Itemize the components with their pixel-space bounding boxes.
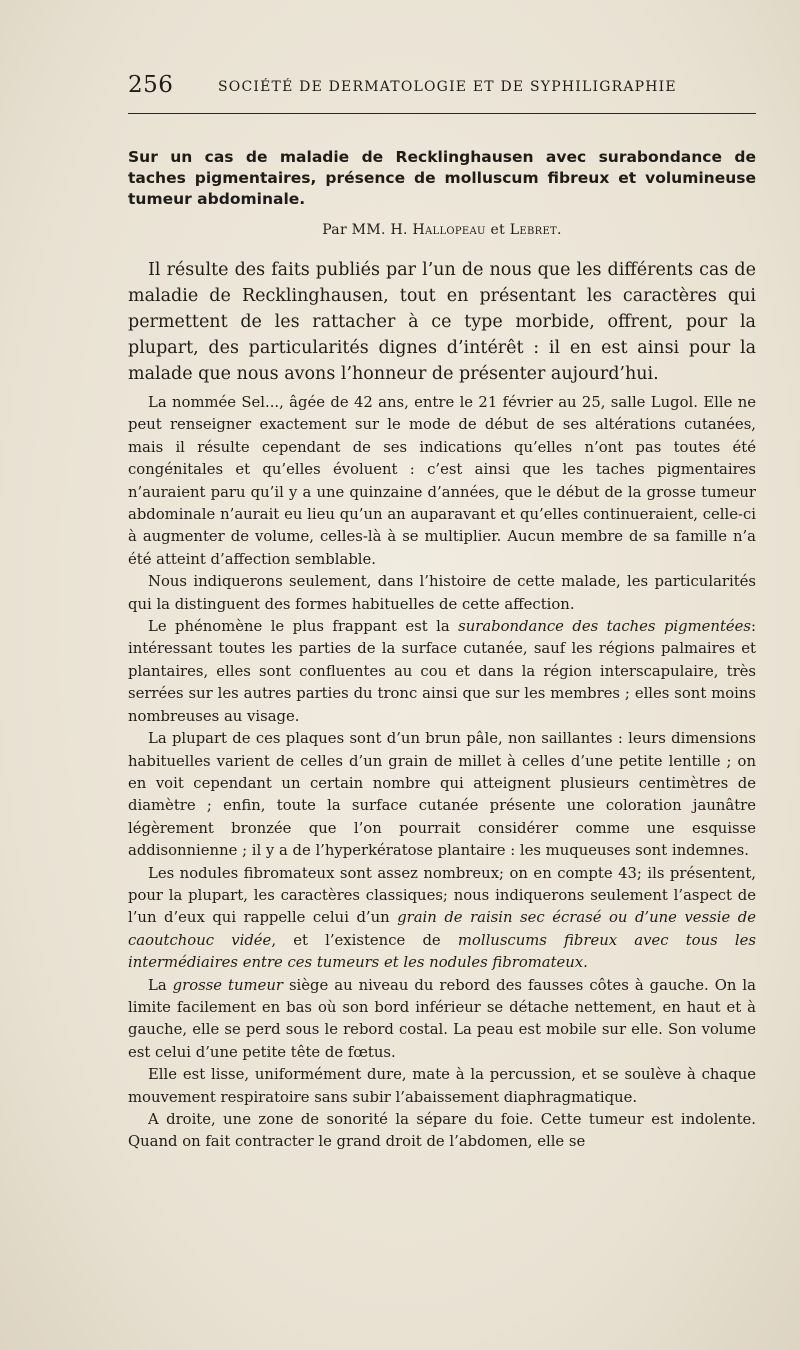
italic-run: molluscums fibreux avec tous les intermédiaires entre ces tumeurs et les nodules fibromateux. <box>128 931 756 972</box>
authors-suffix: . <box>557 222 562 238</box>
paragraph-nodules <box>128 863 756 975</box>
article-authors <box>128 222 756 238</box>
paragraph-tumor-sonority: A droite, une zone de sonorité la sépare du foie. Cette tumeur est indolente. Quand on fait contracter le grand droit de l’abdomen, elle se <box>128 1111 756 1151</box>
lead-paragraph: Il résulte des faits publiés par l’un de nous que les différents cas de maladie de Recklinghausen, tout en présentant les caractères qui permettent de les rattacher à ce type morbide, offrent, pour la plupart, des particularités dignes d’intérêt : il en est ainsi pour la malade que nous avons l’honneur de présenter aujourd’hui. <box>128 260 756 384</box>
author-lebret: Lebret <box>509 222 558 238</box>
page-header <box>128 72 756 112</box>
authors-prefix: Par MM. H. <box>322 222 413 238</box>
header-rule <box>128 113 756 114</box>
text-run: La <box>148 976 173 994</box>
text-run: , et l’existence de <box>271 931 458 949</box>
paragraph-pigment-spots <box>128 616 756 728</box>
text-run: Les nodules fibromateux sont assez nombreux; on en compte 43; ils présentent, pour la plupart, les caractères classiques; nous indiquerons seulement l’aspect de l’un d’eux qui rappelle celui d’un <box>128 864 756 927</box>
paragraph-tumor-texture: Elle est lisse, uniformément dure, mate à la percussion, et se soulève à chaque mouvement respiratoire sans subir l’abaissement diaphragmatique. <box>128 1066 756 1106</box>
running-head: SOCIÉTÉ DE DERMATOLOGIE ET DE SYPHILIGRAPHIE <box>218 79 677 95</box>
paragraph-case-history: La nommée Sel..., âgée de 42 ans, entre le 21 février au 25, salle Lugol. Elle ne peut renseigner exactement sur le mode de début de ses altérations cutanées, mais il résulte cependant de ses indications qu’elles n’ont pas toutes été congénitales et qu’elles évoluent : c’est ainsi que les taches pigmentaires n’auraient paru qu’il y a une quinzaine d’années, que le début de la grosse tumeur abdominale n’aurait eu lieu qu’un an auparavant et qu’elles continueraient, celle-ci à augmenter de volume, celles-là à se multiplier. Aucun membre de sa famille n’a été atteint d’affection semblable. <box>128 394 756 568</box>
text-run: Le phénomène le plus frappant est la <box>148 618 459 636</box>
italic-run: grosse tumeur <box>172 976 283 994</box>
paragraph-particularities: Nous indiquerons seulement, dans l’histoire de cette malade, les particularités qui la distinguent des formes habituelles de cette affection. <box>128 573 756 613</box>
paragraph-plaques: La plupart de ces plaques sont d’un brun pâle, non saillantes : leurs dimensions habituelles varient de celles d’un grain de millet à celles d’une petite lentille ; on en voit cependant un certain nombre qui atteignent plusieurs centimètres de diamètre ; enfin, toute la surface cutanée présente une coloration jaunâtre légèrement bronzée que l’on pourrait considérer comme une esquisse addisonnienne ; il y a de l’hyperkératose plantaire : les muqueuses sont indemnes. <box>128 730 756 860</box>
italic-run: grain de raisin sec écrasé ou d’une vessie de caoutchouc vidée <box>128 909 756 949</box>
article-title: Sur un cas de maladie de Recklinghausen avec surabondance de taches pigmentaires, présence de molluscum fibreux et volumineuse tumeur abdominale. <box>128 148 756 208</box>
italic-run: surabondance des taches pigmentées <box>458 618 752 636</box>
text-run: : intéressant toutes les parties de la surface cutanée, sauf les régions palmaires et plantaires, elles sont confluentes au cou et dans la région interscapulaire, très serrées sur les autres parties du tronc ainsi que sur les membres ; elles sont moins nombreuses au visage. <box>128 618 757 725</box>
author-hallopeau: Hallopeau <box>412 222 486 238</box>
paragraph-large-tumor <box>128 975 756 1065</box>
article-body <box>128 392 756 1154</box>
text-run: siège au niveau du rebord des fausses côtes à gauche. On la limite facilement en bas où son bord inférieur se détache nettement, en haut et à gauche, elle se perd sous le rebord costal. La peau est mobile sur elle. Son volume est celui d’une petite tête de fœtus. <box>128 976 756 1061</box>
page-number: 256 <box>128 72 174 98</box>
authors-join: et <box>485 222 510 238</box>
